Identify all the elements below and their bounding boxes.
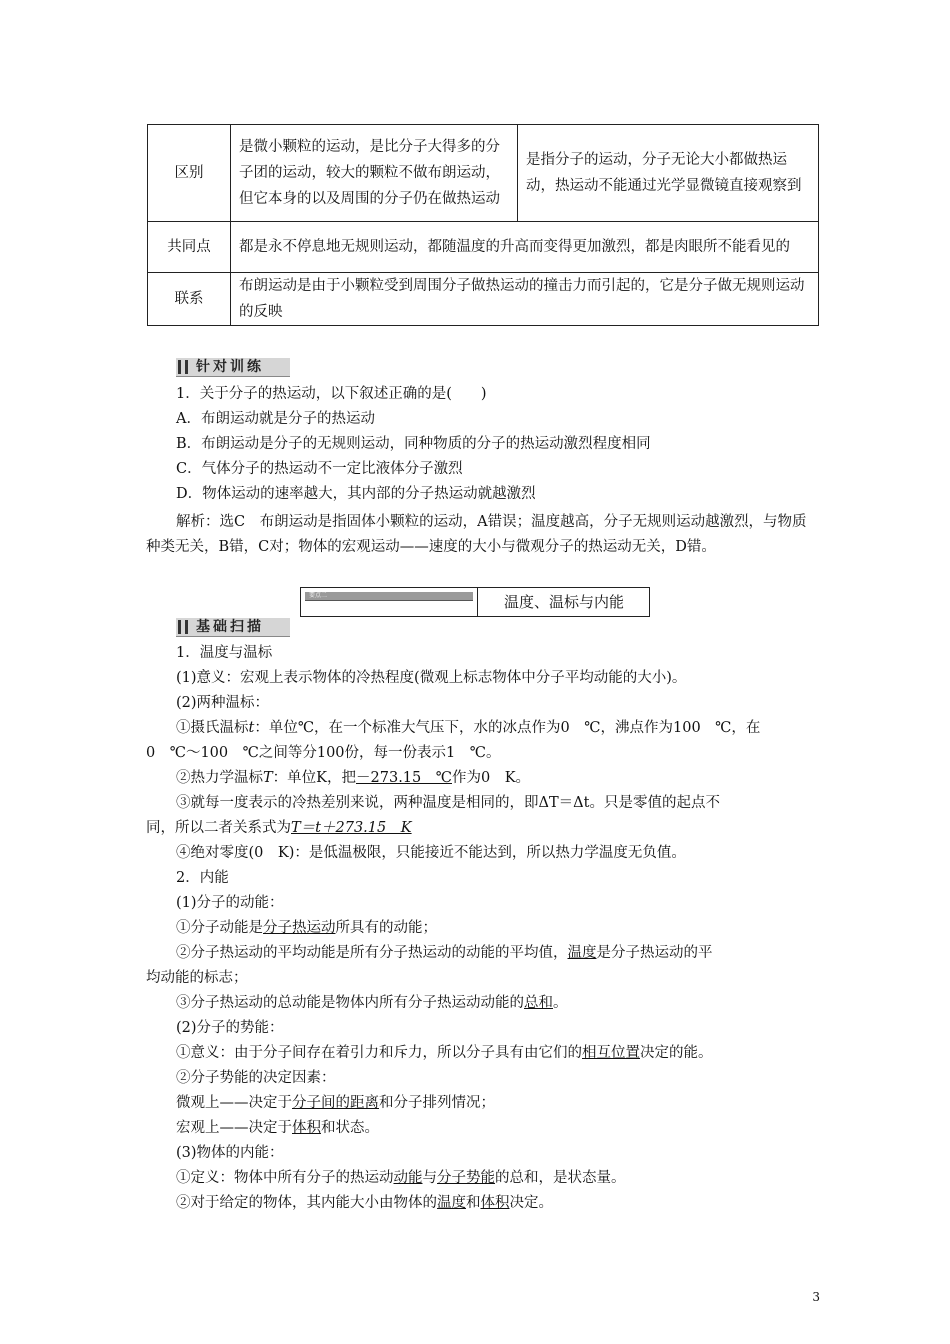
text-span: ：单位K，把 (272, 770, 357, 786)
table-cell: 是微小颗粒的运动，是比分子大得多的分子团的运动，较大的颗粒不做布朗运动，但它本身的以及周围的分子仍在做热运动 (231, 125, 518, 222)
exercise-block (176, 382, 816, 507)
underlined-answer: 分子间的距离 (292, 1095, 379, 1111)
symbol: t (248, 720, 255, 736)
text-span: 决定的能。 (640, 1045, 713, 1061)
text-span: ①意义：由于分子间存在着引力和斥力，所以分子具有由它们的 (176, 1045, 582, 1061)
comparison-table (147, 124, 819, 326)
paragraph: (1)意义：宏观上表示物体的冷热程度(微观上标志物体中分子平均动能的大小)。 (176, 670, 687, 686)
underlined-answer: T＝t＋273.15 K (291, 820, 412, 836)
paragraph: (3)物体的内能： (176, 1145, 284, 1161)
question-stem: 1．关于分子的热运动，以下叙述正确的是( ) (176, 386, 487, 402)
option-d: D．物体运动的速率越大，其内部的分子热运动就越激烈 (176, 486, 536, 502)
paragraph: 0 ℃～100 ℃之间等分100份，每一份表示1 ℃。 (146, 745, 501, 761)
table-cell: 都是永不停息地无规则运动，都随温度的升高而变得更加激烈，都是肉眼所不能看见的 (231, 222, 819, 273)
text-span: 所具有的动能； (335, 920, 437, 936)
banner-title: 基础扫描 (196, 619, 264, 635)
table-row (148, 125, 819, 222)
paragraph: (2)两种温标： (176, 695, 270, 711)
underlined-answer: 相互位置 (582, 1045, 640, 1061)
text-span: 的总和，是状态量。 (495, 1170, 626, 1186)
paragraph (146, 1116, 826, 1141)
text-span: ②分子热运动的平均动能是所有分子热运动的动能的平均值， (176, 945, 568, 961)
text-span: 决定。 (509, 1195, 553, 1211)
analysis-text: 解析：选C 布朗运动是指固体小颗粒的运动，A错误；温度越高，分子无规则运动越激烈，与物质种类无关，B错，C对；物体的宏观运动——速度的大小与微观分子的热运动无关，D错。 (146, 514, 807, 555)
row-header: 联系 (148, 273, 231, 326)
table-cell: 是指分子的运动，分子无论大小都做热运动，热运动不能通过光学显微镜直接观察到 (518, 125, 819, 222)
underlined-answer: 温度 (567, 945, 597, 961)
banner-title: 针对训练 (196, 359, 264, 375)
underlined-answer: 总和 (524, 995, 553, 1011)
text-span: 作为0 K。 (451, 770, 531, 786)
text-span: ：单位℃，在一个标准大气压下，水的冰点作为0 ℃，沸点作为100 ℃，在 (254, 720, 761, 736)
table-row (148, 222, 819, 273)
table-row (148, 273, 819, 326)
paragraph (146, 941, 826, 966)
text-span: ③分子热运动的总动能是物体内所有分子热运动动能的 (176, 995, 524, 1011)
paragraph (146, 766, 826, 791)
paragraph (146, 991, 826, 1016)
text-span: 是分子热运动的平 (596, 945, 713, 961)
banner-bars-icon (178, 360, 188, 374)
paragraph: ③就每一度表示的冷热差别来说，两种温度是相同的，即ΔT＝Δt。只是零值的起点不 (176, 795, 720, 811)
row-header: 区别 (148, 125, 231, 222)
text-span: 和 (466, 1195, 481, 1211)
text-span: 微观上——决定于 (176, 1095, 292, 1111)
text-span: ①摄氏温标 (176, 720, 249, 736)
text-span: 。 (553, 995, 568, 1011)
row-header: 共同点 (148, 222, 231, 273)
symbol: T (263, 770, 273, 786)
paragraph (146, 1191, 826, 1216)
text-span: 宏观上——决定于 (176, 1120, 292, 1136)
paragraph: ②分子势能的决定因素： (176, 1070, 336, 1086)
heading: 2．内能 (176, 870, 229, 886)
keypoint-strip (305, 592, 473, 601)
paragraph: (2)分子的势能： (176, 1020, 284, 1036)
paragraph: ④绝对零度(0 K)：是低温极限，只能接近不能达到，所以热力学温度无负值。 (176, 845, 686, 861)
text-span: ①定义：物体中所有分子的热运动 (176, 1170, 394, 1186)
text-span: ①分子动能是 (176, 920, 263, 936)
text-span: 同，所以二者关系式为 (146, 820, 291, 836)
paragraph: (1)分子的动能： (176, 895, 284, 911)
keypoint-tag: 要点二 (309, 592, 328, 599)
heading: 1．温度与温标 (176, 645, 273, 661)
keypoint-box (300, 587, 650, 617)
paragraph (146, 1041, 826, 1066)
section-banner (176, 618, 290, 637)
paragraph (146, 816, 826, 841)
text-span: ②热力学温标 (176, 770, 263, 786)
option-c: C．气体分子的热运动不一定比液体分子激烈 (176, 461, 463, 477)
text-span: 与 (422, 1170, 437, 1186)
underlined-answer: 分子热运动 (263, 920, 336, 936)
page-number: 3 (812, 1290, 820, 1304)
option-b: B．布朗运动是分子的无规则运动，同种物质的分子的热运动激烈程度相同 (176, 436, 651, 452)
paragraph (146, 916, 826, 941)
text-span: ②对于给定的物体，其内能大小由物体的 (176, 1195, 437, 1211)
underlined-answer: 温度 (437, 1195, 466, 1211)
content-block (146, 641, 826, 1216)
banner-bars-icon (178, 620, 188, 634)
paragraph: 均动能的标志； (146, 970, 248, 986)
paragraph (146, 1166, 826, 1191)
underlined-answer: 体积 (292, 1120, 321, 1136)
underlined-answer: 动能 (393, 1170, 423, 1186)
analysis-block (146, 510, 818, 560)
table-cell: 布朗运动是由于小颗粒受到周围分子做热运动的撞击力而引起的，它是分子做无规则运动的反映 (231, 273, 819, 326)
keypoint-title: 温度、温标与内能 (477, 588, 650, 616)
text-span: 和分子排列情况； (379, 1095, 495, 1111)
underlined-answer: 体积 (480, 1195, 510, 1211)
underlined-answer: 分子势能 (437, 1170, 495, 1186)
option-a: A．布朗运动就是分子的热运动 (176, 411, 375, 427)
section-banner (176, 358, 290, 377)
text-span: 和状态。 (321, 1120, 379, 1136)
underlined-answer: －273.15 ℃ (356, 770, 452, 786)
paragraph (146, 1091, 826, 1116)
keypoint-tag-area (301, 588, 477, 616)
paragraph (146, 716, 826, 741)
